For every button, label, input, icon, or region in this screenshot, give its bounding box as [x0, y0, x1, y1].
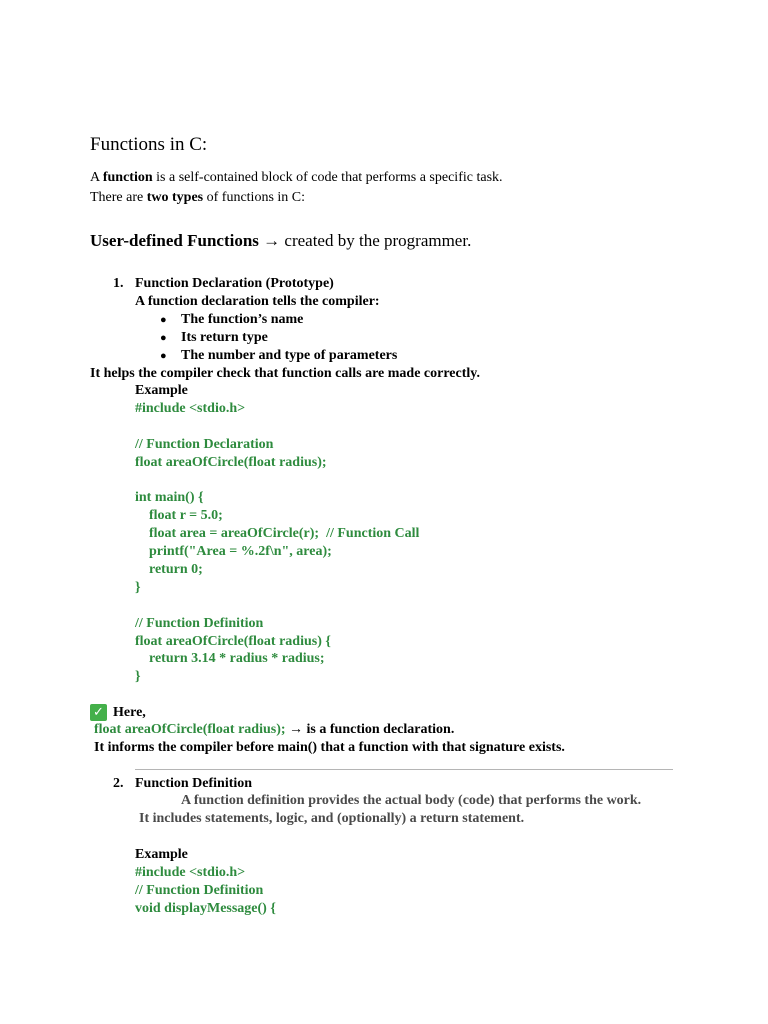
intro-bold: function: [102, 170, 153, 185]
code-line: int main() {: [135, 490, 204, 505]
intro-bold: two types: [146, 190, 204, 205]
code-line: #include <stdio.h>: [135, 401, 246, 416]
bullet-item: Its return type: [181, 330, 268, 345]
code-line: void displayMessage() {: [135, 901, 276, 916]
here-rest: → is a function declaration.: [285, 722, 455, 737]
code-line: float areaOfCircle(float radius);: [135, 455, 327, 470]
section-heading-bold: User-defined Functions: [90, 231, 259, 250]
check-mark-icon: ✓: [90, 704, 107, 721]
bullet-dot-icon: ●: [160, 350, 167, 362]
intro-text: is a self-contained block of code that performs a specific task.: [152, 170, 503, 185]
code-line: return 3.14 * radius * radius;: [135, 651, 325, 666]
intro-line-1: [90, 170, 503, 186]
code-line: printf("Area = %.2f\n", area);: [135, 544, 332, 559]
code-line: #include <stdio.h>: [135, 865, 246, 880]
intro-text: There are: [90, 190, 147, 205]
here-line: [94, 722, 454, 738]
example-label: Example: [135, 847, 188, 862]
list-number-1: 1.: [113, 276, 124, 291]
here-label: Here,: [113, 705, 146, 720]
code-line: // Function Declaration: [135, 437, 274, 452]
code-line: float areaOfCircle(float radius) {: [135, 634, 331, 649]
page-title: Functions in C:: [90, 134, 208, 155]
bullet-item: The function’s name: [181, 312, 304, 327]
intro-line-2: [90, 190, 305, 206]
intro-text: A: [90, 170, 103, 185]
code-line: // Function Definition: [135, 883, 264, 898]
code-line: }: [135, 669, 141, 684]
section-heading: [90, 231, 471, 251]
bullet-dot-icon: ●: [160, 332, 167, 344]
item-2-desc-2: It includes statements, logic, and (optionally) a return statement.: [139, 811, 525, 826]
code-line: return 0;: [135, 562, 203, 577]
list-number-2: 2.: [113, 776, 124, 791]
code-line: // Function Definition: [135, 616, 264, 631]
code-line: }: [135, 580, 141, 595]
item-2-desc-1: A function definition provides the actual body (code) that performs the work.: [181, 793, 642, 808]
code-line: float r = 5.0;: [135, 508, 223, 523]
informs-line: It informs the compiler before main() that a function with that signature exists.: [94, 740, 565, 755]
bullet-dot-icon: ●: [160, 314, 167, 326]
section-heading-rest: → created by the programmer.: [258, 231, 472, 250]
horizontal-divider: [135, 769, 673, 770]
example-label: Example: [135, 383, 188, 398]
item-2-title: Function Definition: [135, 776, 253, 791]
code-line: float area = areaOfCircle(r); // Function Call: [135, 526, 420, 541]
item-1-title: Function Declaration (Prototype): [135, 276, 334, 291]
item-1-note: It helps the compiler check that function calls are made correctly.: [90, 366, 480, 381]
here-code: float areaOfCircle(float radius);: [94, 722, 286, 737]
intro-text: of functions in C:: [203, 190, 306, 205]
bullet-item: The number and type of parameters: [181, 348, 398, 363]
item-1-desc: A function declaration tells the compiler:: [135, 294, 380, 309]
